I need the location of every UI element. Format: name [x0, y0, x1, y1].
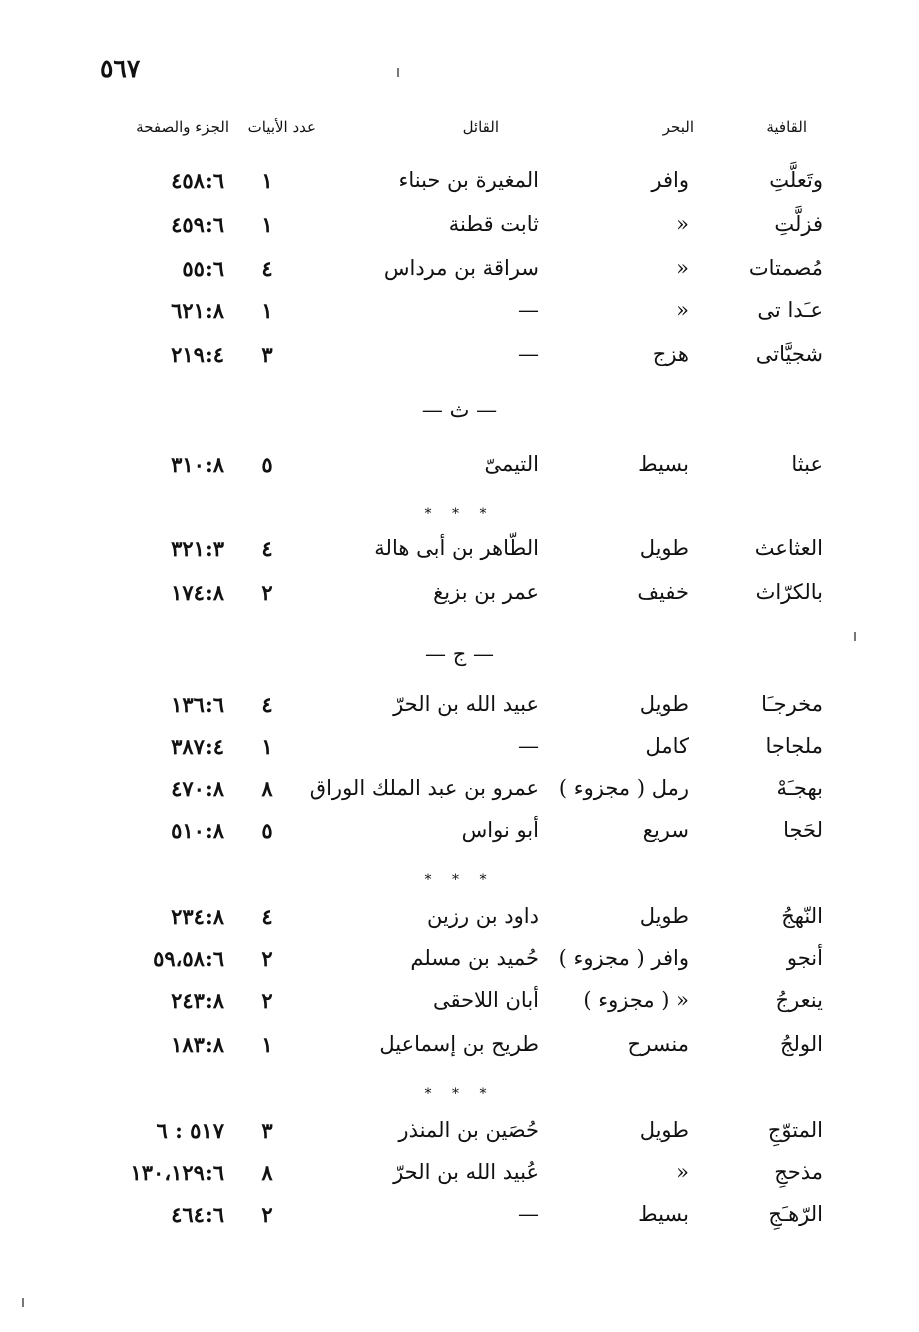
table-row: [0, 580, 919, 616]
rhyme-cell: بالكرّاث: [755, 580, 823, 604]
header-meter: البحر: [662, 118, 694, 136]
table-row: [0, 168, 919, 204]
volume-page-cell: ٥٩،٥٨:٦: [153, 946, 224, 971]
table-row: [0, 988, 919, 1024]
volume-page-cell: ٥٥:٦: [182, 256, 224, 281]
poet-cell: —: [518, 1202, 539, 1226]
rhyme-cell: شجيَّاتى: [755, 342, 823, 366]
section-letter-heading: — ج —: [425, 642, 494, 666]
poet-cell: —: [518, 734, 539, 758]
verse-count-cell: ٣: [261, 342, 273, 367]
verse-count-cell: ٨: [261, 776, 273, 801]
volume-page-cell: ٥١٧ : ٦: [156, 1118, 224, 1143]
volume-page-cell: ٤٦٤:٦: [171, 1202, 224, 1227]
meter-cell: «: [676, 298, 689, 322]
meter-cell: « ( مجزوء ): [583, 988, 689, 1012]
section-stars: * * *: [424, 872, 495, 888]
table-row: [0, 904, 919, 940]
meter-cell: «: [676, 1160, 689, 1184]
rhyme-cell: أنجو: [786, 946, 823, 970]
rhyme-cell: المتوّجِ: [767, 1118, 823, 1142]
volume-page-cell: ٤٧٠:٨: [171, 776, 224, 801]
verse-count-cell: ٨: [261, 1160, 273, 1185]
volume-page-cell: ٤٥٨:٦: [171, 168, 224, 193]
verse-count-cell: ١: [261, 168, 273, 193]
meter-cell: منسرح: [627, 1032, 689, 1056]
verse-count-cell: ٤: [261, 536, 273, 561]
volume-page-cell: ١٣٦:٦: [171, 692, 224, 717]
scan-mark: [22, 1298, 24, 1307]
page-number: ٥٦٧: [100, 54, 141, 83]
header-rhyme: القافية: [766, 118, 807, 136]
table-row: [0, 1160, 919, 1196]
meter-cell: «: [676, 212, 689, 236]
poet-cell: أبان اللاحقى: [432, 988, 539, 1012]
section-stars: * * *: [424, 1086, 495, 1102]
volume-page-cell: ٢٣٤:٨: [171, 904, 224, 929]
verse-count-cell: ٥: [261, 452, 273, 477]
poet-cell: المغيرة بن حبناء: [398, 168, 539, 192]
meter-cell: سريع: [642, 818, 689, 842]
verse-count-cell: ٤: [261, 256, 273, 281]
verse-count-cell: ٢: [261, 580, 273, 605]
poet-cell: داود بن رزين: [427, 904, 539, 928]
section-letter-heading: — ث —: [421, 398, 498, 422]
table-row: [0, 1202, 919, 1238]
poet-cell: حُصَين بن المنذر: [398, 1118, 539, 1142]
rhyme-cell: ملجاجا: [765, 734, 823, 758]
header-volume-page: الجزء والصفحة: [136, 118, 229, 136]
header-verse-count: عدد الأبيات: [247, 118, 316, 136]
verse-count-cell: ٣: [261, 1118, 273, 1143]
poet-cell: الطّاهر بن أبى هالة: [374, 536, 539, 560]
section-stars: * * *: [424, 506, 495, 522]
table-row: [0, 734, 919, 770]
verse-count-cell: ٢: [261, 946, 273, 971]
volume-page-cell: ٦٢١:٨: [171, 298, 224, 323]
poet-cell: عمر بن بزيغ: [433, 580, 539, 604]
volume-page-cell: ١٨٣:٨: [171, 1032, 224, 1057]
rhyme-cell: بهجـَهْ: [776, 776, 823, 800]
verse-count-cell: ١: [261, 1032, 273, 1057]
poet-cell: طريح بن إسماعيل: [379, 1032, 539, 1056]
table-row: [0, 692, 919, 728]
meter-cell: هزج: [652, 342, 689, 366]
header-poet: القائل: [462, 118, 499, 136]
verse-count-cell: ٥: [261, 818, 273, 843]
poet-cell: التيمىّ: [484, 452, 539, 476]
rhyme-cell: مُصمتات: [748, 256, 823, 280]
meter-cell: كامل: [645, 734, 689, 758]
rhyme-cell: ينعرجُ: [775, 988, 823, 1012]
volume-page-cell: ٣٨٧:٤: [171, 734, 224, 759]
verse-count-cell: ١: [261, 734, 273, 759]
rhyme-cell: الولجُ: [779, 1032, 823, 1056]
volume-page-cell: ١٣٠،١٢٩:٦: [130, 1160, 224, 1185]
poet-cell: ثابت قطنة: [448, 212, 539, 236]
poet-cell: سراقة بن مرداس: [383, 256, 539, 280]
table-row: [0, 818, 919, 854]
table-row: [0, 298, 919, 334]
volume-page-cell: ٣٢١:٣: [171, 536, 224, 561]
volume-page-cell: ١٧٤:٨: [171, 580, 224, 605]
rhyme-cell: النّهجُ: [781, 904, 823, 928]
rhyme-cell: وتَعلَّتِ: [769, 168, 823, 192]
scan-mark: [854, 632, 856, 641]
poet-cell: عمرو بن عبد الملك الوراق: [309, 776, 539, 800]
rhyme-cell: فزلَّتِ: [774, 212, 823, 236]
poet-cell: عُبيد الله بن الحرّ: [393, 1160, 539, 1184]
table-row: [0, 212, 919, 248]
meter-cell: طويل: [639, 692, 689, 716]
volume-page-cell: ٣١٠:٨: [171, 452, 224, 477]
volume-page-cell: ٤٥٩:٦: [171, 212, 224, 237]
meter-cell: «: [676, 256, 689, 280]
rhyme-cell: الرّهـَجِ: [768, 1202, 823, 1226]
table-row: [0, 452, 919, 488]
poet-cell: —: [518, 298, 539, 322]
verse-count-cell: ٢: [261, 988, 273, 1013]
verse-count-cell: ١: [261, 298, 273, 323]
table-row: [0, 256, 919, 292]
verse-count-cell: ٢: [261, 1202, 273, 1227]
table-row: [0, 776, 919, 812]
rhyme-cell: العثاعث: [754, 536, 823, 560]
table-row: [0, 536, 919, 572]
meter-cell: بسيط: [638, 452, 689, 476]
volume-page-cell: ٢٤٣:٨: [171, 988, 224, 1013]
meter-cell: وافر: [651, 168, 689, 192]
meter-cell: خفيف: [637, 580, 689, 604]
table-row: [0, 946, 919, 982]
rhyme-cell: لحَجا: [783, 818, 823, 842]
meter-cell: طويل: [639, 536, 689, 560]
volume-page-cell: ٥١٠:٨: [171, 818, 224, 843]
rhyme-cell: عبثا: [791, 452, 823, 476]
meter-cell: رمل ( مجزوء ): [558, 776, 689, 800]
rhyme-cell: عـَدا تى: [757, 298, 823, 322]
meter-cell: طويل: [639, 904, 689, 928]
verse-count-cell: ٤: [261, 904, 273, 929]
rhyme-cell: مذحجِ: [774, 1160, 823, 1184]
poet-cell: عبيد الله بن الحرّ: [393, 692, 539, 716]
table-row: [0, 342, 919, 378]
verse-count-cell: ٤: [261, 692, 273, 717]
poet-cell: أبو نواس: [461, 818, 539, 842]
meter-cell: طويل: [639, 1118, 689, 1142]
table-row: [0, 1118, 919, 1154]
table-row: [0, 1032, 919, 1068]
scan-mark: [397, 68, 399, 77]
verse-count-cell: ١: [261, 212, 273, 237]
poet-cell: حُميد بن مسلم: [410, 946, 539, 970]
rhyme-cell: مخرجـَا: [761, 692, 823, 716]
meter-cell: وافر ( مجزوء ): [558, 946, 689, 970]
meter-cell: بسيط: [638, 1202, 689, 1226]
volume-page-cell: ٢١٩:٤: [171, 342, 224, 367]
poet-cell: —: [518, 342, 539, 366]
